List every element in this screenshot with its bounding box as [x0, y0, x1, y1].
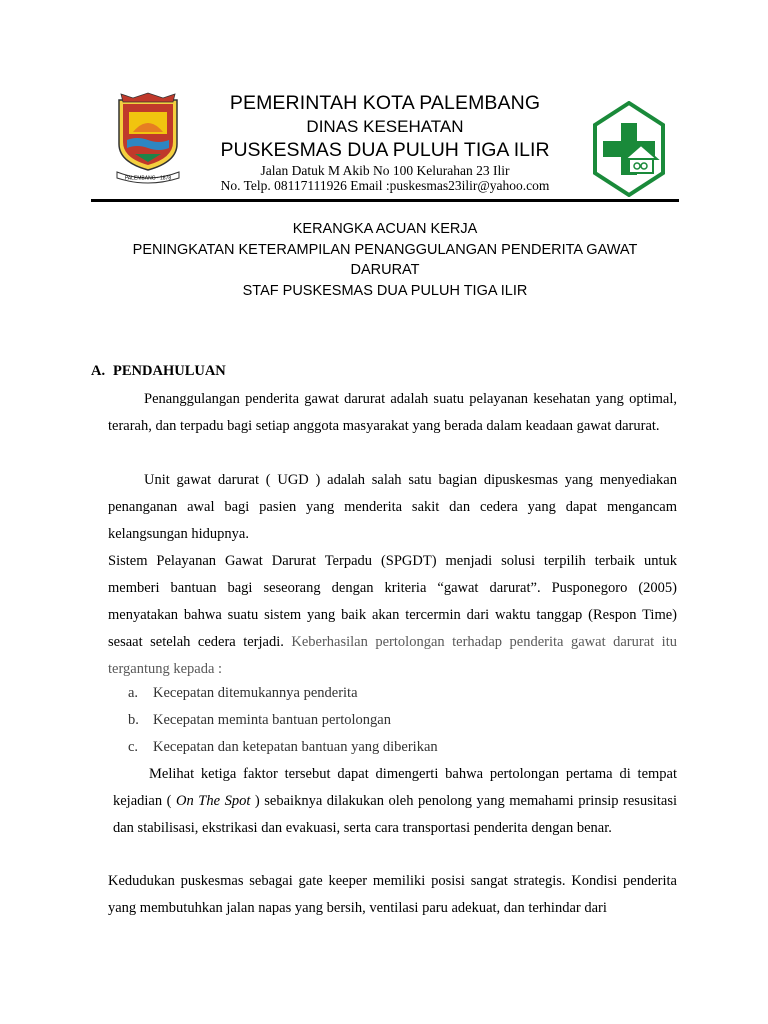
document-title-line-3: DARURAT: [350, 262, 420, 278]
paragraph-1: Penanggulangan penderita gawat darurat adalah suatu pelayanan kesehatan yang optimal, terarah, dan terpadu bagi setiap anggota masyarakat yang berada dalam keadaan gawat darurat.: [108, 391, 677, 434]
paragraph-4: [113, 761, 677, 842]
letterhead-institution: PUSKESMAS DUA PULUH TIGA ILIR: [220, 139, 550, 161]
list-item-text: Kecepatan ditemukannya penderita: [153, 685, 358, 701]
paragraph-4-italic: On The Spot: [176, 793, 251, 809]
paragraph-2: Unit gawat darurat ( UGD ) adalah salah satu bagian dipuskesmas yang menyediakan penanganan awal bagi pasien yang menderita sakit dan cedera yang dapat mengancam kelangsungan hidupnya.: [108, 472, 677, 542]
paragraph-3-continuation: Keberhasilan pertolongan terhadap penderita gawat darurat itu tergantung kepada :: [108, 634, 677, 677]
palembang-emblem-logo: [113, 92, 183, 186]
list-item: [128, 734, 438, 761]
paragraph-4-start: Melihat ketiga faktor tersebut dapat dimengerti bahwa pertolongan pertama di tempat kejadian (: [113, 766, 677, 809]
emblem-ribbon-text: PALEMBANG · 1878: [124, 175, 172, 182]
paragraph-3: [108, 548, 677, 683]
letterhead-address: Jalan Datuk M Akib No 100 Kelurahan 23 Ilir: [260, 163, 510, 178]
section-number: A.: [91, 363, 106, 379]
section-title: PENDAHULUAN: [113, 363, 226, 379]
factor-list: [128, 680, 438, 761]
list-item-text: Kecepatan dan ketepatan bantuan yang diberikan: [153, 739, 438, 755]
list-item: [128, 707, 438, 734]
letterhead-government: PEMERINTAH KOTA PALEMBANG: [229, 92, 541, 114]
paragraph-5: Kedudukan puskesmas sebagai gate keeper memiliki posisi sangat strategis. Kondisi penderita yang membutuhkan jalan napas yang bersih, ventilasi paru adekuat, dan terhindar dari: [108, 873, 677, 916]
list-marker: b.: [128, 712, 139, 728]
document-title-line-2: PENINGKATAN KETERAMPILAN PENANGGULANGAN PENDERITA GAWAT: [132, 242, 638, 258]
puskesmas-logo: [591, 101, 667, 197]
letterhead-divider: [91, 199, 679, 202]
paragraph-3-main: Sistem Pelayanan Gawat Darurat Terpadu (SPGDT) menjadi solusi terpilih terbaik untuk memberi bantuan bagi seseorang dengan kriteria “gawat darurat”. Pusponegoro (2005) menyatakan bahwa suatu sistem yang baik akan tercermin dari waktu tanggap (Respon Time) sesaat setelah cedera terjadi.: [108, 553, 677, 650]
list-item: [128, 680, 438, 707]
section-heading: [91, 363, 226, 380]
list-item-text: Kecepatan meminta bantuan pertolongan: [153, 712, 391, 728]
letterhead-contact: No. Telp. 08117111926 Email :puskesmas23ilir@yahoo.com: [220, 178, 550, 193]
letterhead-department: DINAS KESEHATAN: [306, 117, 464, 136]
list-marker: c.: [128, 739, 139, 755]
document-title-line-4: STAF PUSKESMAS DUA PULUH TIGA ILIR: [242, 283, 528, 299]
paragraph-4-end: ) sebaiknya dilakukan oleh penolong yang memahami prinsip resusitasi dan stabilisasi, ekstrikasi dan evakuasi, serta cara transportasi penderita dengan benar.: [113, 793, 678, 836]
document-title-line-1: KERANGKA ACUAN KERJA: [292, 221, 478, 237]
list-marker: a.: [128, 685, 139, 701]
